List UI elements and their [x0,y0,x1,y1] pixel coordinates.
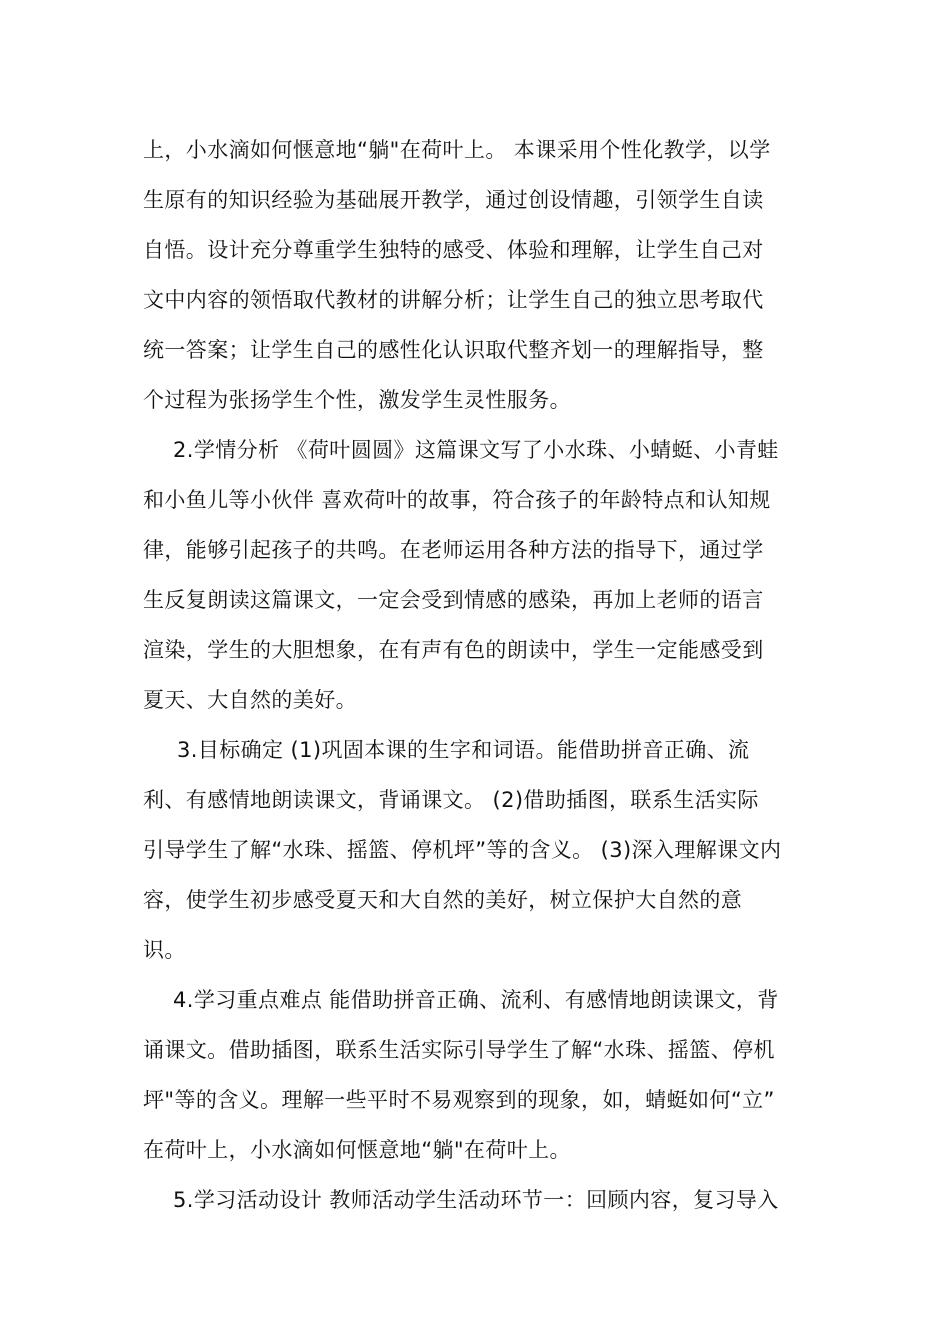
body-text [143,125,810,1225]
text-line: 个过程为张扬学生个性，激发学生灵性服务。 [143,388,571,412]
text-line: 自悟。设计充分尊重学生独特的感受、体验和理解，让学生自己对 [143,238,764,262]
text-line: 文中内容的领悟取代教材的讲解分析；让学生自己的独立思考取代 [143,288,764,312]
text-line: 上，小水滴如何惬意地“躺"在荷叶上。 本课采用个性化教学，以学 [143,138,771,162]
section-heading-line: 3.目标确定 (1)巩固本课的生字和词语。能借助拼音正确、流 [177,738,750,762]
text-line: 生原有的知识经验为基础展开教学，通过创设情趣，引领学生自读 [143,188,764,212]
text-line: 在荷叶上，小水滴如何惬意地“躺"在荷叶上。 [143,1138,571,1162]
section-heading-line: 5.学习活动设计 教师活动学生活动环节一：回顾内容，复习导入 [173,1188,779,1212]
text-line: 识。 [143,938,186,962]
text-line: 容，使学生初步感受夏天和大自然的美好，树立保护大自然的意 [143,888,743,912]
text-line: 夏天、大自然的美好。 [143,688,357,712]
section-heading-line: 2.学情分析 《荷叶圆圆》这篇课文写了小水珠、小蜻蜓、小青蛙 [173,438,779,462]
text-line: 坪"等的含义。理解一些平时不易观察到的现象，如，蜻蜓如何“立” [143,1088,775,1112]
text-line: 和小鱼儿等小伙伴 喜欢荷叶的故事，符合孩子的年龄特点和认知规 [143,488,771,512]
text-line: 利、有感情地朗读课文，背诵课文。 (2)借助插图，联系生活实际 [143,788,759,812]
text-line: 统一答案；让学生自己的感性化认识取代整齐划一的理解指导，整 [143,338,764,362]
text-line: 生反复朗读这篇课文，一定会受到情感的感染，再加上老师的语言 [143,588,764,612]
section-heading-line: 4.学习重点难点 能借助拼音正确、流利、有感情地朗读课文，背 [173,988,779,1012]
text-line: 渲染，学生的大胆想象，在有声有色的朗读中，学生一定能感受到 [143,638,764,662]
text-line: 引导学生了解“水珠、摇篮、停机坪”等的含义。 (3)深入理解课文内 [143,838,782,862]
text-line: 律，能够引起孩子的共鸣。在老师运用各种方法的指导下，通过学 [143,538,764,562]
text-line: 诵课文。借助插图，联系生活实际引导学生了解“水珠、摇篮、停机 [143,1038,775,1062]
